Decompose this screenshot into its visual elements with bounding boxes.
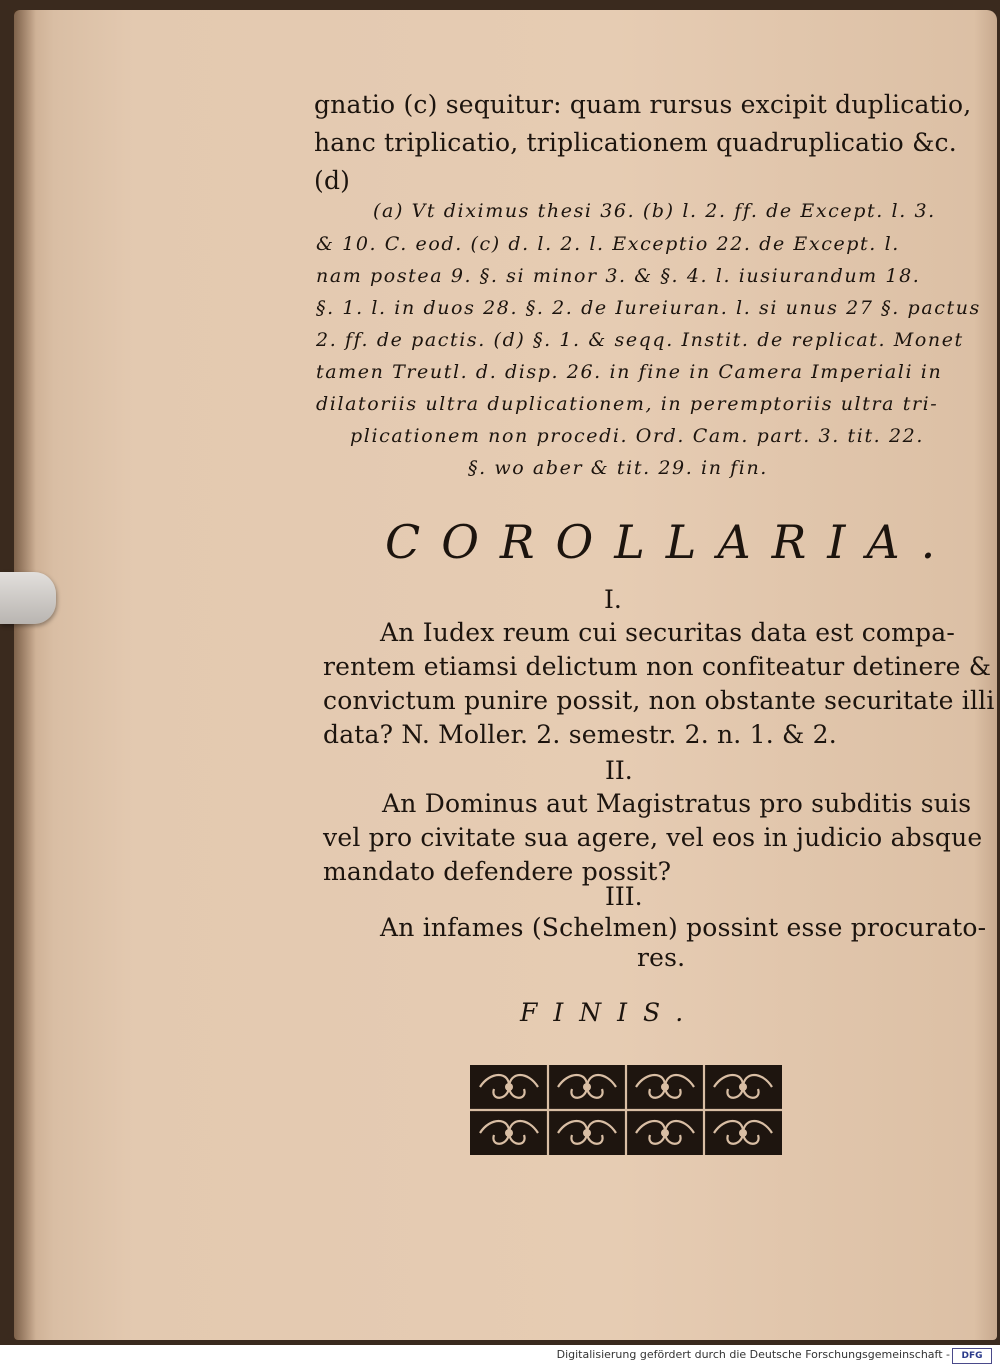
woodcut-ornament-icon	[470, 1065, 782, 1155]
footnote-line: tamen Treutl. d. disp. 26. in fine in Camera Imperiali in	[316, 361, 943, 383]
page-clip	[0, 572, 56, 624]
footnote-line: §. 1. l. in duos 28. §. 2. de Iureiuran. l. si unus 27 §. pactus	[316, 297, 981, 319]
footnote-line: nam postea 9. §. si minor 3. & §. 4. l. iusiurandum 18.	[316, 265, 921, 287]
digitization-footer	[0, 1345, 1000, 1366]
section-text-line: res.	[637, 943, 686, 972]
section-text-line: data? N. Moller. 2. semestr. 2. n. 1. & 2.	[323, 720, 837, 749]
footnote-line: (a) Vt diximus thesi 36. (b) l. 2. ff. de Except. l. 3.	[373, 200, 936, 222]
footnote-line: 2. ff. de pactis. (d) §. 1. & seqq. Instit. de replicat. Monet	[316, 329, 964, 351]
footnote-line: & 10. C. eod. (c) d. l. 2. l. Exceptio 22. de Except. l.	[316, 233, 900, 255]
footnote-line: plicationem non procedi. Ord. Cam. part. 3. tit. 22.	[350, 425, 924, 447]
footnote-line: §. wo aber & tit. 29. in fin.	[468, 457, 768, 479]
gutter-shadow	[14, 10, 36, 1340]
section-text-line: An infames (Schelmen) possint esse procurato-	[380, 913, 987, 942]
dfg-logo-icon: DFG	[952, 1348, 992, 1364]
section-heading: COROLLARIA.	[385, 515, 957, 569]
finis-text: FINIS.	[520, 998, 700, 1027]
section-numeral: III.	[605, 882, 643, 911]
section-text-line: An Iudex reum cui securitas data est compa-	[380, 618, 956, 647]
section-numeral: I.	[604, 585, 622, 614]
section-text-line: An Dominus aut Magistratus pro subditis suis	[382, 789, 972, 818]
footer-credit: Digitalisierung gefördert durch die Deutsche Forschungsgemeinschaft -	[556, 1348, 950, 1361]
section-text-line: vel pro civitate sua agere, vel eos in judicio absque	[323, 823, 983, 852]
main-text-line: gnatio (c) sequitur: quam rursus excipit duplicatio,	[314, 90, 972, 119]
footnote-line: dilatoriis ultra duplicationem, in peremptoriis ultra tri-	[316, 393, 939, 415]
main-text-line: hanc triplicatio, triplicationem quadruplicatio &c.	[314, 128, 957, 157]
section-text-line: rentem etiamsi delictum non confiteatur detinere &	[323, 652, 992, 681]
main-text-line: (d)	[314, 166, 351, 195]
section-text-line: mandato defendere possit?	[323, 857, 672, 886]
section-text-line: convictum punire possit, non obstante securitate illi	[323, 686, 995, 715]
section-numeral: II.	[605, 756, 633, 785]
